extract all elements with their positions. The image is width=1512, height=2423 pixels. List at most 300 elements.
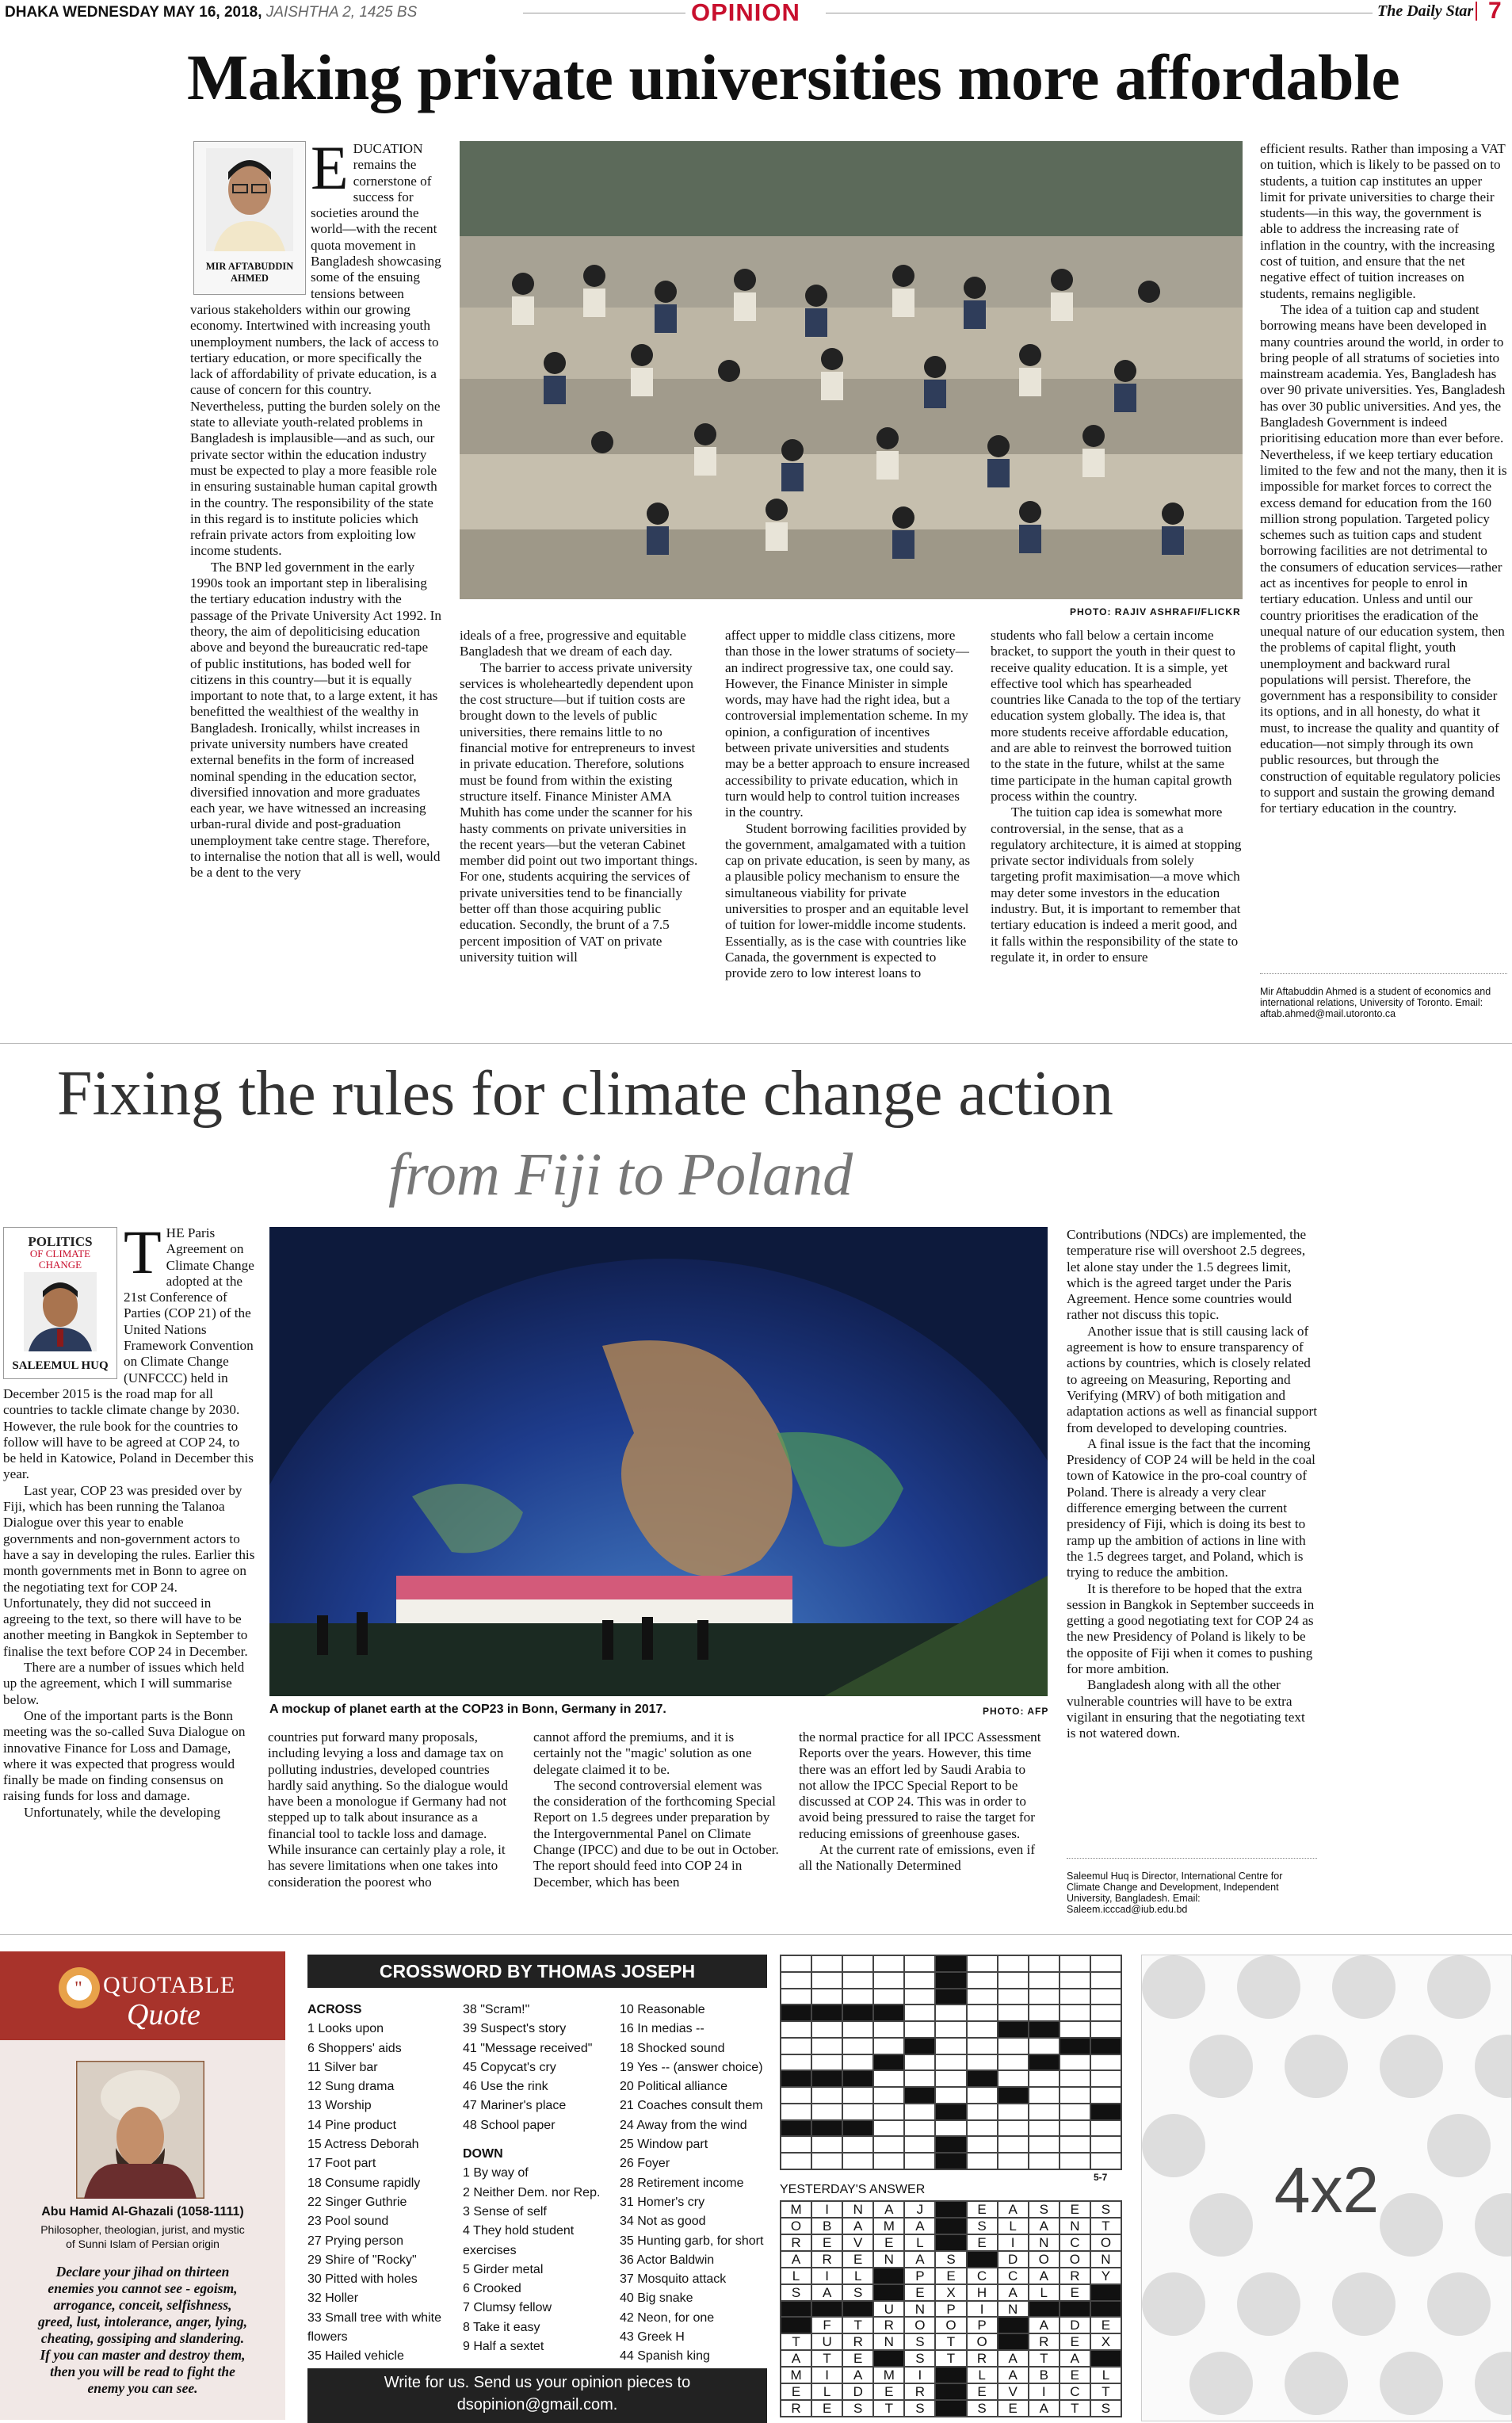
grid-cell (811, 2087, 842, 2104)
grid-cell (904, 2021, 935, 2038)
answer-cell: N (1060, 2218, 1090, 2234)
ghazali-portrait (76, 2061, 204, 2199)
column-label: POLITICS (28, 1234, 93, 1249)
clue: 18 Consume rapidly (307, 2176, 421, 2190)
grid-cell (904, 1989, 935, 2005)
grid-cell (1060, 2021, 1090, 2038)
answer-cell: S (1090, 2400, 1121, 2417)
answer-cell: U (811, 2333, 842, 2350)
grid-cell (873, 2070, 904, 2087)
grid-cell (1090, 2153, 1121, 2169)
grid-cell (967, 2070, 998, 2087)
clue: 48 School paper (463, 2118, 556, 2132)
grid-cell (1060, 2054, 1090, 2071)
grid-cell (781, 2005, 811, 2021)
grid-cell (1090, 2021, 1121, 2038)
answer-cell: C (1060, 2383, 1090, 2400)
grid-cell (811, 2136, 842, 2153)
article2-subhead: from Fiji to Poland (388, 1141, 853, 1208)
answer-cell (873, 2350, 904, 2367)
grid-cell (842, 2104, 873, 2120)
grid-cell (842, 2038, 873, 2054)
answer-cell (1060, 2301, 1090, 2318)
answer-cell: A (998, 2284, 1029, 2301)
answer-cell: T (1090, 2218, 1121, 2234)
grid-cell (811, 2005, 842, 2021)
clue: 22 Singer Guthrie (307, 2195, 407, 2209)
grid-cell (967, 2136, 998, 2153)
answer-cell: A (1029, 2400, 1060, 2417)
answer-cell: S (842, 2284, 873, 2301)
grid-cell (1029, 2153, 1060, 2169)
grid-cell (811, 2120, 842, 2137)
answer-cell: U (873, 2301, 904, 2318)
clue: 24 Away from the wind (620, 2118, 747, 2132)
answer-cell: E (967, 2201, 998, 2218)
clue: 5 Girder metal (463, 2262, 544, 2276)
answer-cell: I (1029, 2383, 1060, 2400)
grid-cell (1060, 2005, 1090, 2021)
answer-cell: R (811, 2251, 842, 2268)
grid-cell (904, 1955, 935, 1972)
grid-cell (1090, 1989, 1121, 2005)
grid-cell (1029, 2104, 1060, 2120)
answer-cell: L (1090, 2367, 1121, 2383)
grid-cell (842, 2136, 873, 2153)
answer-cell: F (811, 2317, 842, 2333)
column-label-sub: OF CLIMATE CHANGE (29, 1248, 91, 1271)
grid-cell (904, 2136, 935, 2153)
grid-cell (935, 2038, 966, 2054)
grid-cell (811, 2104, 842, 2120)
answer-cell: B (1029, 2367, 1060, 2383)
answer-cell: E (1060, 2333, 1090, 2350)
answer-cell: L (904, 2234, 935, 2251)
answer-cell: S (967, 2218, 998, 2234)
grid-cell (1090, 2087, 1121, 2104)
author-name: MIR AFTABUDDIN AHMED (205, 261, 294, 284)
answer-cell: E (904, 2284, 935, 2301)
clue: 1 By way of (463, 2166, 529, 2180)
grid-cell (873, 2153, 904, 2169)
grid-cell (904, 2054, 935, 2071)
grid-cell (781, 2087, 811, 2104)
answer-cell: O (1029, 2251, 1060, 2268)
grid-cell (1029, 2021, 1060, 2038)
answer-cell: L (967, 2367, 998, 2383)
answer-cell: A (998, 2350, 1029, 2367)
answer-cell (998, 2317, 1029, 2333)
grid-date: 5-7 (1094, 2172, 1108, 2183)
grid-cell (842, 2005, 873, 2021)
grid-cell (781, 2038, 811, 2054)
answer-cell: T (935, 2350, 966, 2367)
grid-cell (1090, 2120, 1121, 2137)
answer-cell: C (1060, 2234, 1090, 2251)
clue: 26 Foyer (620, 2157, 670, 2171)
article1-headline: Making private universities more affordable (187, 41, 1400, 113)
clue: 44 Spanish king (620, 2349, 710, 2364)
answer-cell: R (781, 2234, 811, 2251)
across-col2: 38 "Scram!" 39 Suspect's story 41 "Message received" 45 Copycat's cry 46 Use the rink 47 Mariner's place 48 School paper DOWN 1 By way of 2 Neither Dem. nor Rep. 3 Sense of self 4 They hold student exercises 5 Girder metal 6 Crooked 7 Clumsy fellow 8 Take it easy 9 Half a sextet (463, 2001, 610, 2356)
answer-cell (1090, 2350, 1121, 2367)
answer-cell (935, 2234, 966, 2251)
down-col (620, 2001, 767, 2367)
answer-cell (873, 2268, 904, 2284)
yesterday-label: YESTERDAY'S ANSWER (780, 2183, 926, 2196)
clue: 6 Shoppers' aids (307, 2041, 402, 2055)
answer-cell: X (935, 2284, 966, 2301)
grid-cell (904, 1972, 935, 1989)
clue: 27 Prying person (307, 2234, 403, 2248)
quote-author-desc: Philosopher, theologian, jurist, and mystic of Sunni Islam of Persian origin (40, 2223, 245, 2250)
answer-cell: D (1060, 2317, 1090, 2333)
answer-cell: D (998, 2251, 1029, 2268)
answer-cell: E (998, 2400, 1029, 2417)
answer-cell: A (842, 2367, 873, 2383)
ad-box (1141, 1955, 1512, 2421)
grid-cell (904, 2038, 935, 2054)
answer-cell: A (842, 2218, 873, 2234)
grid-cell (811, 2021, 842, 2038)
answer-cell: I (811, 2367, 842, 2383)
clue: 9 Half a sextet (463, 2340, 544, 2354)
grid-cell (967, 2005, 998, 2021)
grid-cell (1060, 1955, 1090, 1972)
answer-cell: L (842, 2268, 873, 2284)
grid-cell (904, 2005, 935, 2021)
grid-cell (1029, 1955, 1060, 1972)
author2-name: SALEEMUL HUQ (12, 1359, 109, 1372)
article1-col1: EDUCATION remains the cornerstone of success for societies around the world—with the recent quota movement in Bangladesh showcasing some of the ensuing tensions between various stakeholders within our growing economy. Intertwined with increasing youth unemployment numbers, the lack of access to tertiary education, or more specifically the lack of affordability of private education, is a cause of concern for this country. Nevertheless, putting the burden solely on the state to alleviate youth-related problems in Bangladesh is implausible—and as such, our private sector within the education industry must be expected to play a more feasible role in ensuring sustainable human capital growth in the country. The responsibility of the state in this regard is to institute policies which refrain private actors from exploiting low income students. The BNP led government in the early 1990s took an important step in liberalising the tertiary education industry with the passage of the Private University Act 1992. In theory, the aim of depoliticising education above and beyond the bureaucratic red-tape of public institutions, has boded well for citizens in this country—but it is equally important to note that, to a large extent, it has benefitted the wealthiest of the wealthy in Bangladesh. Ironically, whilst increases in private university numbers have created external benefits in the form of increased nominal spending in the education sector, diversified innovation and more graduates each year, we have witnessed an increasing urban-rural divide and post-graduation unemployment take centre stage. Therefore, to internalise the notion that all is well, would be a dent to the very (190, 141, 441, 881)
answer-cell: S (967, 2400, 998, 2417)
answer-cell: E (873, 2383, 904, 2400)
grid-cell (781, 2104, 811, 2120)
grid-cell (935, 1989, 966, 2005)
answer-cell: C (998, 2268, 1029, 2284)
answer-cell: I (811, 2268, 842, 2284)
clue: 20 Political alliance (620, 2080, 728, 2094)
answer-cell: O (781, 2218, 811, 2234)
page-number: 7 (1488, 0, 1502, 24)
grid-cell (842, 2021, 873, 2038)
grid-cell (998, 2005, 1029, 2021)
grid-cell (781, 1989, 811, 2005)
grid-cell (967, 2054, 998, 2071)
answer-cell: D (842, 2383, 873, 2400)
grid-cell (842, 1972, 873, 1989)
answer-cell: H (967, 2284, 998, 2301)
answer-cell: I (904, 2367, 935, 2383)
grid-cell (904, 2070, 935, 2087)
answer-cell (1090, 2284, 1121, 2301)
grid-cell (998, 2054, 1029, 2071)
grid-cell (904, 2104, 935, 2120)
grid-cell (781, 2054, 811, 2071)
grid-cell (998, 1989, 1029, 2005)
answer-cell (998, 2333, 1029, 2350)
clue: 11 Silver bar (307, 2060, 378, 2074)
answer-cell (781, 2317, 811, 2333)
clue: 4 They hold student exercises (463, 2224, 575, 2257)
answer-cell: A (811, 2284, 842, 2301)
grid-cell (842, 1989, 873, 2005)
answer-cell: T (1029, 2350, 1060, 2367)
article2-headline: Fixing the rules for climate change action (57, 1059, 1113, 1129)
grid-cell (998, 1955, 1029, 1972)
answer-cell: A (904, 2251, 935, 2268)
grid-cell (781, 2070, 811, 2087)
answer-cell (935, 2201, 966, 2218)
grid-cell (873, 2038, 904, 2054)
grid-cell (1029, 2136, 1060, 2153)
students-photo (460, 141, 1243, 599)
grid-cell (998, 2136, 1029, 2153)
clue: 28 Retirement income (620, 2176, 744, 2190)
answer-cell (967, 2251, 998, 2268)
answer-cell (811, 2301, 842, 2318)
grid-cell (998, 2087, 1029, 2104)
answer-cell: X (1090, 2333, 1121, 2350)
grid-cell (967, 2087, 998, 2104)
grid-cell (1090, 2038, 1121, 2054)
answer-cell: S (1090, 2201, 1121, 2218)
answer-cell: I (998, 2234, 1029, 2251)
grid-cell (998, 2070, 1029, 2087)
answer-cell: L (811, 2383, 842, 2400)
clue: 10 Reasonable (620, 2003, 705, 2016)
article1-col2: ideals of a free, progressive and equitable Bangladesh that we dream of each day. The barrier to access private university services is wholeheartedly dependent upon the cost structure—but if tuition costs are brought down to the levels of public universities, there remains little to no financial motive for entrepreneurs to invest in private education. Therefore, solutions must be found from within the existing structure itself. Finance Minister AMA Muhith has come under the scanner for his hasty comments on private universities in the recent years—but the veteran Cabinet member did point out two important things. For one, students acquiring the services of private universities tend to be financially better off than those acquiring public education. Secondly, the brunt of a 7.5 percent imposition of VAT on private university tuition will (460, 628, 698, 965)
grid-cell (1090, 2104, 1121, 2120)
clue: 17 Foot part (307, 2157, 376, 2171)
answer-cell: S (842, 2400, 873, 2417)
answer-cell (935, 2400, 966, 2417)
grid-cell (935, 2136, 966, 2153)
article1-col5: efficient results. Rather than imposing a VAT on tuition, which is likely to be passed on to students, a tuition cap institutes an upper limit for private universities to charge their students—in this way, the government is able to address the increasing rate of inflation in the country, with the increasing cost of tuition, and ensure that the net negative effect of tuition increases on students, remains negligible. The idea of a tuition cap and student borrowing means have been developed in many countries around the world, in order to bring people of all stratums of societies into mainstream academia. Yes, Bangladesh has over 90 private universities. Yes, Bangladesh has over 30 public universities. And yes, the Bangladesh Government is indeed prioritising education more than ever before. Nevertheless, if we keep tertiary education limited to the few and not the many, then it is impossible for market forces to correct the excess demand for education from the 160 million strong population. Targeted policy schemes such as tuition caps and student borrowing facilities are not detrimental to the consumers of education services—rather act as incentives for people to enrol in tertiary education. Unless and until our country prioritises the eradication of the unequal nature of our education system, then the problems of capital flight, youth unemployment and backward rural populations will persist. Therefore, the government has a responsibility to consider its options, and in all honesty, do what it must, to increase the quality and quantity of education—not simply through its own public resources, but through the construction of equitable regulatory policies to support and sustain the growing demand for tertiary education in the country. (1260, 141, 1507, 816)
grid-cell (1029, 1972, 1060, 1989)
crossword-footer: Write for us. Send us your opinion pieces to dsopinion@gmail.com. (307, 2368, 767, 2423)
clue: 14 Pine product (307, 2118, 397, 2132)
article2-col1: THE Paris Agreement on Climate Change adopted at the 21st Conference of Parties (COP 21) of the United Nations Framework Convention on Climate Change (UNFCCC) held in December 2015 is the road map for all countries to tackle climate change by 2030. However, the rule book for the countries to follow will have to be agreed at COP 24, to be held in Katowice, Poland in December this year. Last year, COP 23 was presided over by Fiji, which has been running the Talanoa Dialogue over this year to enable governments and non-government actors to have a say in developing the rules. Earlier this month governments met in Bonn to agree on the negotiating text for COP 24. Unfortunately, they did not succeed in agreeing to the text, so there will have to be another meeting in Bangkok in September to finalise the text before COP 24 in December. There are a number of issues which held up the agreement, which I will summarise below. One of the important parts is the Bonn meeting was the so-called Suva Dialogue on innovative Finance for Loss and Damage, where it was expected that progress would finally be made on finding consensus on raising funds for loss and damage. Unfortunately, while the developing (3, 1225, 255, 1820)
answer-cell: E (935, 2268, 966, 2284)
answer-cell: A (781, 2251, 811, 2268)
grid-cell (873, 2054, 904, 2071)
answer-cell: A (781, 2350, 811, 2367)
grid-cell (935, 1955, 966, 1972)
article1-bio: Mir Aftabuddin Ahmed is a student of economics and international relations, University of Toronto. Email: aftab.ahmed@mail.utoronto.ca (1260, 986, 1491, 1019)
clue: 45 Copycat's cry (463, 2060, 556, 2074)
clue: 7 Clumsy fellow (463, 2301, 552, 2315)
answer-cell: M (873, 2367, 904, 2383)
grid-cell (873, 2136, 904, 2153)
grid-cell (967, 2021, 998, 2038)
grid-cell (1029, 2120, 1060, 2137)
answer-cell: I (967, 2301, 998, 2318)
page-header (0, 0, 1512, 24)
clue: 1 Looks upon (307, 2022, 384, 2036)
grid-cell (904, 2087, 935, 2104)
answer-cell: A (998, 2201, 1029, 2218)
dropcap: E (311, 141, 349, 202)
answer-cell: P (904, 2268, 935, 2284)
grid-cell (935, 2070, 966, 2087)
clue: 15 Actress Deborah (307, 2138, 419, 2152)
grid-cell (842, 2120, 873, 2137)
answer-cell: R (967, 2350, 998, 2367)
globe-photo (269, 1227, 1048, 1696)
grid-cell (1060, 2038, 1090, 2054)
answer-cell: L (1029, 2284, 1060, 2301)
answer-cell (842, 2301, 873, 2318)
answer-cell: E (1090, 2317, 1121, 2333)
grid-cell (811, 1989, 842, 2005)
grid-cell (781, 2136, 811, 2153)
answer-cell (873, 2284, 904, 2301)
article2-col4: the normal practice for all IPCC Assessment Reports over the years. However, this time there was an effort led by Saudi Arabia to not allow the IPCC Special Report to be discussed at COP 24. This was in order to avoid being pressured to raise the target for reducing emissions of greenhouse gases. At the current rate of emissions, even if all the Nationally Determined (799, 1729, 1041, 1874)
answer-cell: E (967, 2234, 998, 2251)
quotable-header (0, 1951, 285, 2040)
answer-cell: A (873, 2201, 904, 2218)
clue: 3 Sense of self (463, 2204, 547, 2219)
grid-cell (1090, 1972, 1121, 1989)
answer-cell: E (967, 2383, 998, 2400)
answer-cell: A (1029, 2218, 1060, 2234)
clue: 38 "Scram!" (463, 2003, 530, 2016)
answer-cell: R (1029, 2333, 1060, 2350)
article2-col5: Contributions (NDCs) are implemented, the temperature rise will overshoot 2.5 degrees, let alone stay under the 1.5 degrees limit, which is the agreed target under the Paris Agreement. Hence some countries would rather not discuss this topic. Another issue that is still causing lack of agreement is how to ensure transparency of actions by countries, which is closely related to agreeing on Measuring, Reporting and Verifying (MRV) of both mitigation and adaptation actions as well as financial support from developed to developing countries. A final issue is the fact that the incoming Presidency of COP 24 will be held in the coal town of Katowice in the pro-coal country of Poland. There is already a very clear difference emerging between the current presidency of Fiji, which is doing its best to ramp up the ambition of actions in line with the 1.5 degrees target, and Poland, which is trying to reduce the ambition. It is therefore to be hoped that the extra session in Bangkok in September succeeds in getting a good negotiating text for COP 24 as the new Presidency of Poland is likely to be the opposite of Fiji when it comes to pushing for more ambition. Bangladesh along with all the other vulnerable countries will have to be extra vigilant in ensuring that the negotiating text is not watered down. (1067, 1227, 1317, 1741)
article1-col4: students who fall below a certain income bracket, to support the youth in their quest to receive quality education. It is a simple, yet effective tool which has spearheaded countries like Canada to the top of the tertiary education system globally. The idea is, that more students receive affordable education, and are able to reinvest the borrowed tuition to the state in the future, whilst at the same time participate in the human capital growth process within the country. The tuition cap idea is somewhat more controversial, in the sense, that as a regulatory architecture, it is aimed at stopping private sector individuals from solely targeting profit maximisation—a move which may deter some investors in the education industry. But, it is important to remember that tertiary education is indeed a merit good, and it falls within the responsibility of the state to regulate it, in order to ensure (991, 628, 1242, 965)
answer-grid (780, 2200, 1122, 2417)
clue: 46 Use the rink (463, 2080, 548, 2094)
photo1-credit: PHOTO: RAJIV ASHRAFI/FLICKR (1070, 606, 1241, 617)
answer-cell: A (904, 2218, 935, 2234)
answer-cell: E (842, 2251, 873, 2268)
answer-cell: P (935, 2301, 966, 2318)
answer-cell (1029, 2301, 1060, 2318)
grid-cell (935, 2104, 966, 2120)
clue: 6 Crooked (463, 2282, 521, 2296)
grid-cell (904, 2153, 935, 2169)
clue: 21 Coaches consult them (620, 2099, 763, 2113)
grid-cell (811, 2054, 842, 2071)
grid-cell (935, 1972, 966, 1989)
clue: 31 Homer's cry (620, 2195, 705, 2209)
quotable-title: QUOTABLE (103, 1972, 236, 1998)
grid-cell (1029, 2038, 1060, 2054)
answer-cell (935, 2367, 966, 2383)
quote-title: Quote (127, 1998, 200, 2031)
answer-cell: E (1060, 2367, 1090, 2383)
article2-bio: Saleemul Huq is Director, International Centre for Climate Change and Development, Independent University, Bangladesh. Email: Saleem.icccad@iub.edu.bd (1067, 1871, 1283, 1915)
answer-cell (935, 2383, 966, 2400)
grid-cell (935, 2120, 966, 2137)
answer-cell: N (1029, 2234, 1060, 2251)
answer-cell: E (1060, 2201, 1090, 2218)
answer-cell (935, 2218, 966, 2234)
answer-cell: R (873, 2317, 904, 2333)
answer-cell: O (935, 2317, 966, 2333)
ad-label: 4x2 (1273, 2154, 1380, 2226)
answer-cell: S (904, 2400, 935, 2417)
grid-cell (811, 2038, 842, 2054)
answer-cell: T (781, 2333, 811, 2350)
answer-cell (1090, 2301, 1121, 2318)
grid-cell (935, 2087, 966, 2104)
answer-cell: Y (1090, 2268, 1121, 2284)
grid-cell (1090, 2005, 1121, 2021)
grid-cell (781, 1955, 811, 1972)
answer-cell: T (935, 2333, 966, 2350)
grid-cell (935, 2153, 966, 2169)
grid-cell (1029, 2087, 1060, 2104)
answer-cell: T (842, 2317, 873, 2333)
answer-cell: N (873, 2333, 904, 2350)
grid-cell (904, 2120, 935, 2137)
answer-cell: B (811, 2218, 842, 2234)
answer-cell: E (1060, 2284, 1090, 2301)
clue: 12 Sung drama (307, 2080, 395, 2094)
answer-cell: N (904, 2301, 935, 2318)
clue: 37 Mosquito attack (620, 2272, 727, 2287)
across-col1: ACROSS 1 Looks upon 6 Shoppers' aids 11 Silver bar 12 Sung drama 13 Worship 14 Pine product 15 Actress Deborah 17 Foot part 18 Consume rapidly 22 Singer Guthrie 23 Pool sound 27 Prying person 29 Shire of "Rocky" 30 Pitted with holes 32 Holler 33 Small tree with white flowers 35 Hailed vehicle (307, 2001, 455, 2367)
clue: 42 Neon, for one (620, 2310, 715, 2325)
photo2-credit: PHOTO: AFP (983, 1706, 1049, 1717)
grid-cell (998, 2153, 1029, 2169)
crossword-grid (780, 1955, 1122, 2170)
answer-cell: P (967, 2317, 998, 2333)
answer-cell: E (781, 2383, 811, 2400)
grid-cell (842, 1955, 873, 1972)
grid-cell (1090, 2070, 1121, 2087)
dateline: DHAKA WEDNESDAY MAY 16, 2018, JAISHTHA 2, 1425 BS (5, 4, 418, 21)
grid-cell (1029, 2005, 1060, 2021)
grid-cell (781, 1972, 811, 1989)
clue: 29 Shire of "Rocky" (307, 2253, 417, 2267)
paper-masthead: The Daily Star (1377, 2, 1474, 20)
answer-cell: N (842, 2201, 873, 2218)
clue: 43 Greek H (620, 2330, 685, 2345)
grid-cell (842, 2070, 873, 2087)
grid-cell (1060, 2104, 1090, 2120)
grid-cell (935, 2005, 966, 2021)
clue: 39 Suspect's story (463, 2022, 567, 2036)
answer-cell: O (967, 2333, 998, 2350)
answer-cell: T (873, 2400, 904, 2417)
clue: 33 Small tree with white flowers (307, 2310, 441, 2345)
grid-cell (998, 1972, 1029, 1989)
clue: 34 Not as good (620, 2215, 706, 2229)
answer-cell: R (781, 2400, 811, 2417)
answer-cell: O (904, 2317, 935, 2333)
grid-cell (842, 2087, 873, 2104)
grid-cell (967, 1955, 998, 1972)
grid-cell (781, 2153, 811, 2169)
grid-cell (1060, 1989, 1090, 2005)
grid-cell (873, 2120, 904, 2137)
answer-cell: E (811, 2234, 842, 2251)
grid-cell (967, 1972, 998, 1989)
clue: 40 Big snake (620, 2291, 693, 2306)
grid-cell (967, 2104, 998, 2120)
answer-cell: S (935, 2251, 966, 2268)
answer-cell: S (904, 2333, 935, 2350)
photo2-caption: A mockup of planet earth at the COP23 in Bonn, Germany in 2017. (269, 1703, 666, 1716)
answer-cell: T (1090, 2383, 1121, 2400)
grid-cell (935, 2021, 966, 2038)
grid-cell (781, 2120, 811, 2137)
clue: 8 Take it easy (463, 2320, 540, 2334)
answer-cell: R (842, 2333, 873, 2350)
